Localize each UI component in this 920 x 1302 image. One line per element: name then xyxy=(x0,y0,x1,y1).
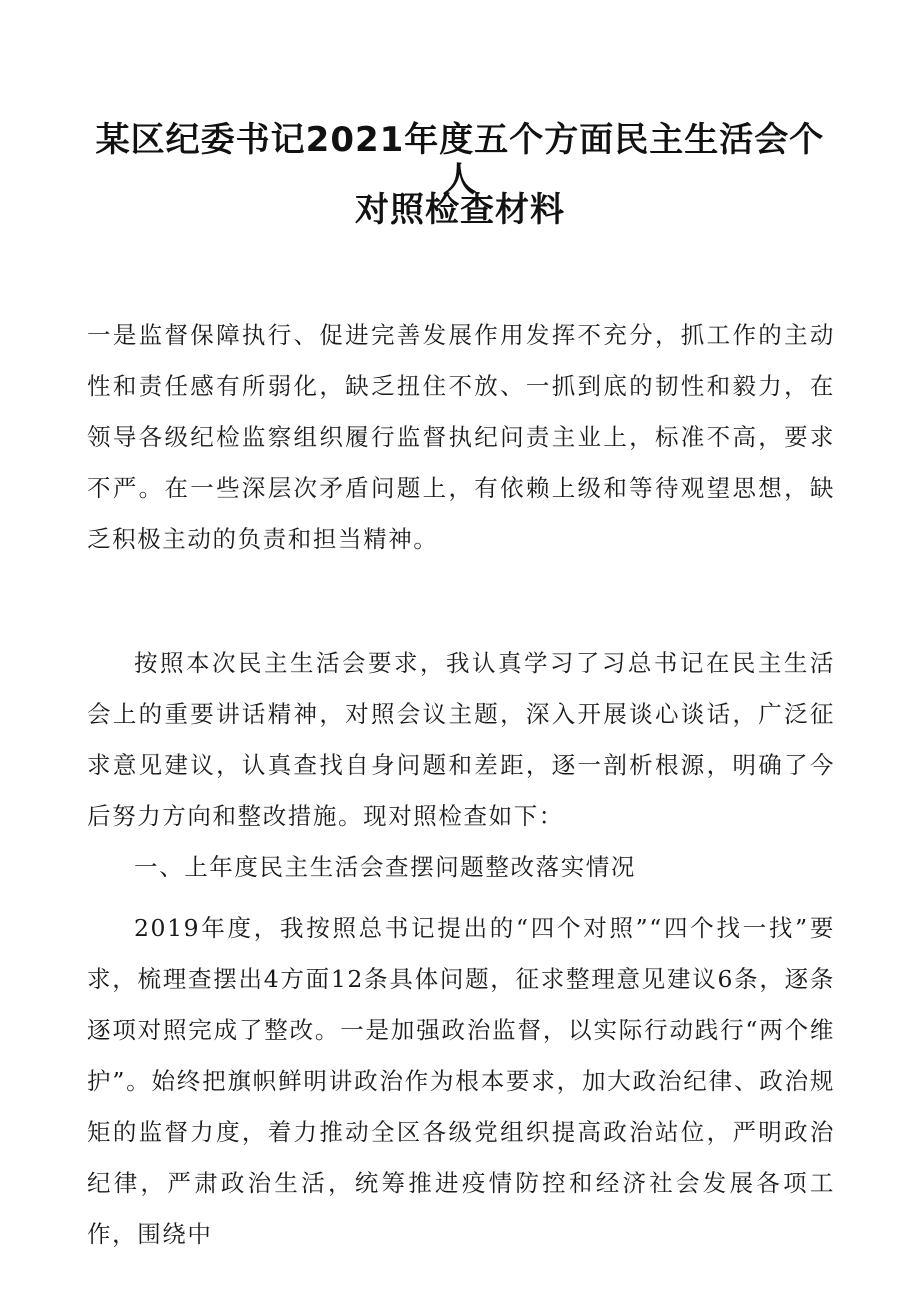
document-title-line-2: 对照检查材料 xyxy=(355,190,565,230)
paragraph-problem-summary: 一是监督保障执行、促进完善发展作用发挥不充分，抓工作的主动性和责任感有所弱化，缺乏扭住不放、一抓到底的韧性和毅力，在领导各级纪检监察组织履行监督执纪问责主业上，标准不高，要求不严。在一些深层次矛盾问题上，有依赖上级和等待观望思想，缺乏积极主动的负责和担当精神。 xyxy=(87,321,835,553)
section-heading-1: 一、上年度民主生活会查摆问题整改落实情况 xyxy=(134,853,636,881)
paragraph-rectification: 2019年度，我按照总书记提出的“四个对照”“四个找一找”要求，梳理查摆出4方面12条具体问题，征求整理意见建议6条，逐条逐项对照完成了整改。一是加强政治监督，以实际行动践行“两个维护”。始终把旗帜鲜明讲政治作为根本要求，加大政治纪律、政治规矩的监督力度，着力推动全区各级党组织提高政治站位，严明政治纪律，严肃政治生活，统筹推进疫情防控和经济社会发展各项工作，围绕中 xyxy=(87,914,835,1248)
paragraph-introduction: 按照本次民主生活会要求，我认真学习了习总书记在民主生活会上的重要讲话精神，对照会议主题，深入开展谈心谈话，广泛征求意见建议，认真查找自身问题和差距，逐一剖析根源，明确了今后努力方向和整改措施。现对照检查如下： xyxy=(87,649,835,830)
document-title-line-1: 某区纪委书记2021年度五个方面民主生活会个人 xyxy=(95,120,825,200)
